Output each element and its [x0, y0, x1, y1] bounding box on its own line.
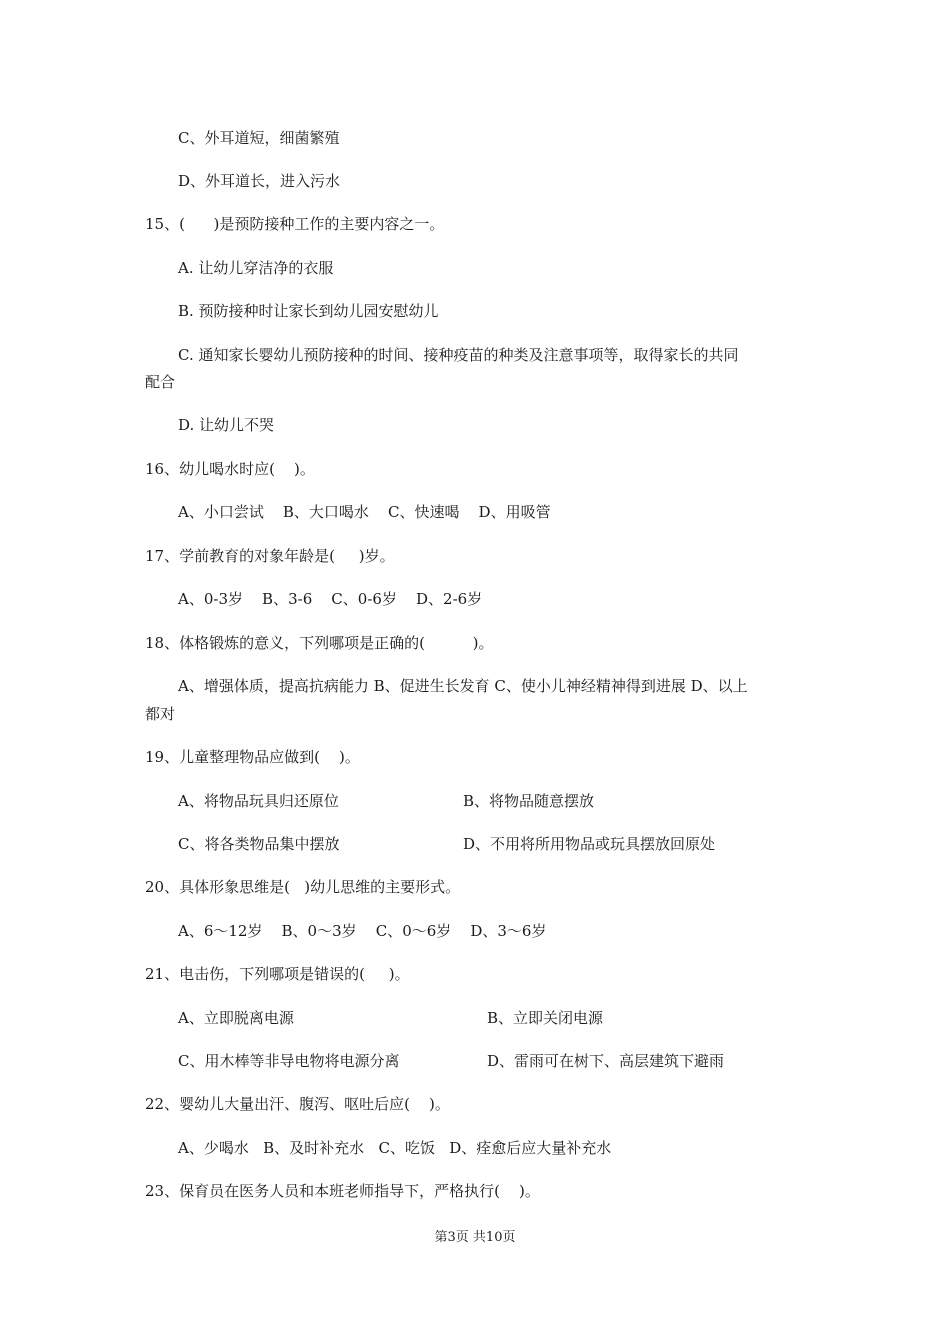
question-22: 22、婴幼儿大量出汗、腹泻、呕吐后应( )。: [145, 1095, 450, 1113]
option-15c-continuation: 配合: [145, 373, 176, 391]
options-22: A、少喝水 B、及时补充水 C、吃饭 D、痊愈后应大量补充水: [178, 1139, 612, 1157]
option-15d: D. 让幼儿不哭: [178, 416, 275, 434]
option-21d: D、雷雨可在树下、高层建筑下避雨: [487, 1052, 725, 1070]
option-21a: A、立即脱离电源: [178, 1009, 294, 1027]
option-21b: B、立即关闭电源: [487, 1009, 604, 1027]
option-19c: C、将各类物品集中摆放: [178, 835, 340, 853]
option-15c: C. 通知家长婴幼儿预防接种的时间、接种疫苗的种类及注意事项等，取得家长的共同: [178, 346, 739, 364]
option-19a: A、将物品玩具归还原位: [178, 792, 339, 810]
question-15: 15、( )是预防接种工作的主要内容之一。: [145, 215, 445, 233]
options-18-continuation: 都对: [145, 705, 176, 723]
option-14c: C、外耳道短，细菌繁殖: [178, 129, 340, 147]
options-17: A、0-3岁 B、3-6 C、0-6岁 D、2-6岁: [178, 590, 483, 608]
question-23: 23、保育员在医务人员和本班老师指导下，严格执行( )。: [145, 1182, 540, 1200]
options-16: A、小口尝试 B、大口喝水 C、快速喝 D、用吸管: [178, 503, 551, 521]
option-19d: D、不用将所用物品或玩具摆放回原处: [463, 835, 716, 853]
option-21c: C、用木棒等非导电物将电源分离: [178, 1052, 400, 1070]
options-20: A、6～12岁 B、0～3岁 C、0～6岁 D、3～6岁: [178, 922, 547, 940]
option-19b: B、将物品随意摆放: [463, 792, 595, 810]
question-20: 20、具体形象思维是( )幼儿思维的主要形式。: [145, 878, 461, 896]
options-18: A、增强体质，提高抗病能力 B、促进生长发育 C、使小儿神经精神得到进展 D、以上: [178, 677, 748, 695]
option-15b: B. 预防接种时让家长到幼儿园安慰幼儿: [178, 302, 439, 320]
page-footer: 第3页 共10页: [434, 1230, 516, 1245]
option-15a: A. 让幼儿穿洁净的衣服: [178, 259, 334, 277]
question-19: 19、儿童整理物品应做到( )。: [145, 748, 360, 766]
question-21: 21、电击伤，下列哪项是错误的( )。: [145, 965, 410, 983]
question-17: 17、学前教育的对象年龄是( )岁。: [145, 547, 395, 565]
question-18: 18、体格锻炼的意义，下列哪项是正确的( )。: [145, 634, 494, 652]
question-16: 16、幼儿喝水时应( )。: [145, 460, 315, 478]
option-14d: D、外耳道长，进入污水: [178, 172, 341, 190]
